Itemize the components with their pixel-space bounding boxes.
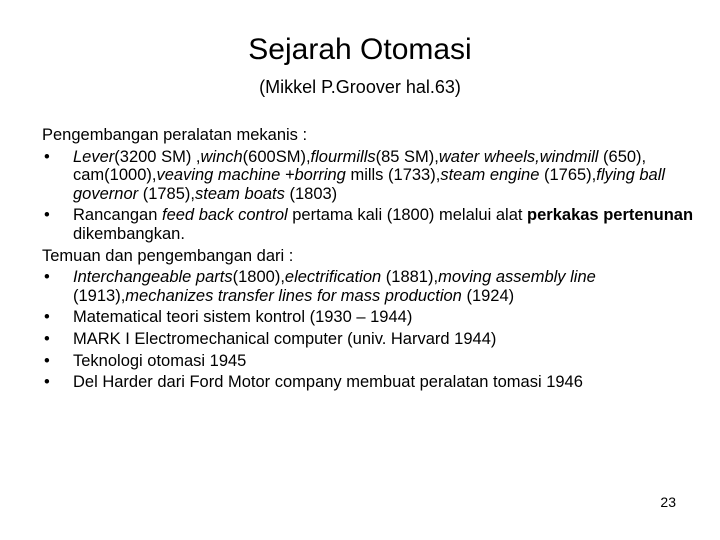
bullet-marker: •	[44, 308, 50, 327]
page-number: 23	[660, 494, 676, 510]
list-item	[42, 206, 702, 243]
text-fragment: veaving machine +borring	[156, 166, 346, 185]
list-item	[42, 330, 702, 349]
section-heading-mechanical: Pengembangan peralatan mekanis :	[42, 126, 308, 144]
text-fragment: steam boats	[195, 184, 285, 203]
list-item-text: Matematical teori sistem kontrol (1930 – 1944)	[73, 308, 413, 327]
bullet-marker: •	[44, 329, 50, 348]
bullet-marker: •	[44, 206, 50, 225]
list-item-text: Teknologi otomasi 1945	[73, 351, 247, 370]
text-fragment: moving assembly line	[438, 268, 596, 287]
text-fragment: electrification	[284, 268, 382, 287]
text-fragment: Interchangeable parts	[73, 268, 233, 287]
text-fragment: mills (1733),	[345, 166, 441, 185]
text-fragment: (1881),	[381, 268, 439, 287]
text-fragment: flourmills	[310, 147, 376, 166]
text-fragment: dikembangkan.	[73, 224, 185, 243]
list-item	[42, 352, 702, 371]
text-fragment: (600SM),	[242, 147, 311, 166]
text-fragment: (1785),	[138, 184, 195, 203]
text-fragment: pertama kali (1800) melalui alat	[287, 206, 528, 225]
text-fragment: water wheels,windmill	[438, 147, 599, 166]
bullet-marker: •	[44, 268, 50, 287]
text-fragment: perkakas pertenunan	[527, 206, 694, 225]
text-fragment: (650), cam(1000),	[73, 147, 647, 185]
list-item-text	[73, 148, 702, 204]
list-item-text: MARK I Electromechanical computer (univ. Harvard 1944)	[73, 329, 497, 348]
text-fragment: (1800),	[232, 268, 285, 287]
text-fragment: Lever	[73, 147, 115, 166]
bullet-marker: •	[44, 373, 50, 392]
list-item	[42, 308, 702, 327]
text-fragment: (1913),	[73, 286, 126, 305]
text-fragment: feed back control	[162, 206, 288, 225]
list-item	[42, 373, 702, 392]
text-fragment: (85 SM),	[375, 147, 439, 166]
section-heading-inventions: Temuan dan pengembangan dari :	[42, 246, 294, 265]
list-item-text	[73, 268, 702, 305]
slide-content	[42, 126, 702, 395]
text-fragment: (3200 SM) ,	[114, 147, 201, 166]
slide-subtitle: (Mikkel P.Groover hal.63)	[259, 77, 461, 97]
text-fragment: steam engine	[440, 166, 540, 185]
list-item	[42, 268, 702, 305]
text-fragment: (1765),	[539, 166, 597, 185]
text-fragment: (1803)	[284, 184, 338, 203]
slide-title: Sejarah Otomasi	[248, 33, 472, 66]
text-fragment: Rancangan	[73, 206, 162, 225]
list-item-text: Del Harder dari Ford Motor company membuat peralatan tomasi 1946	[73, 373, 583, 392]
list-item-text	[73, 206, 702, 243]
text-fragment: winch	[200, 147, 243, 166]
text-fragment: (1924)	[461, 286, 515, 305]
bullet-marker: •	[44, 147, 50, 166]
bullet-marker: •	[44, 351, 50, 370]
list-item	[42, 148, 702, 204]
text-fragment: flying ball governor	[73, 166, 666, 203]
text-fragment: mechanizes transfer lines for mass production	[125, 286, 462, 305]
